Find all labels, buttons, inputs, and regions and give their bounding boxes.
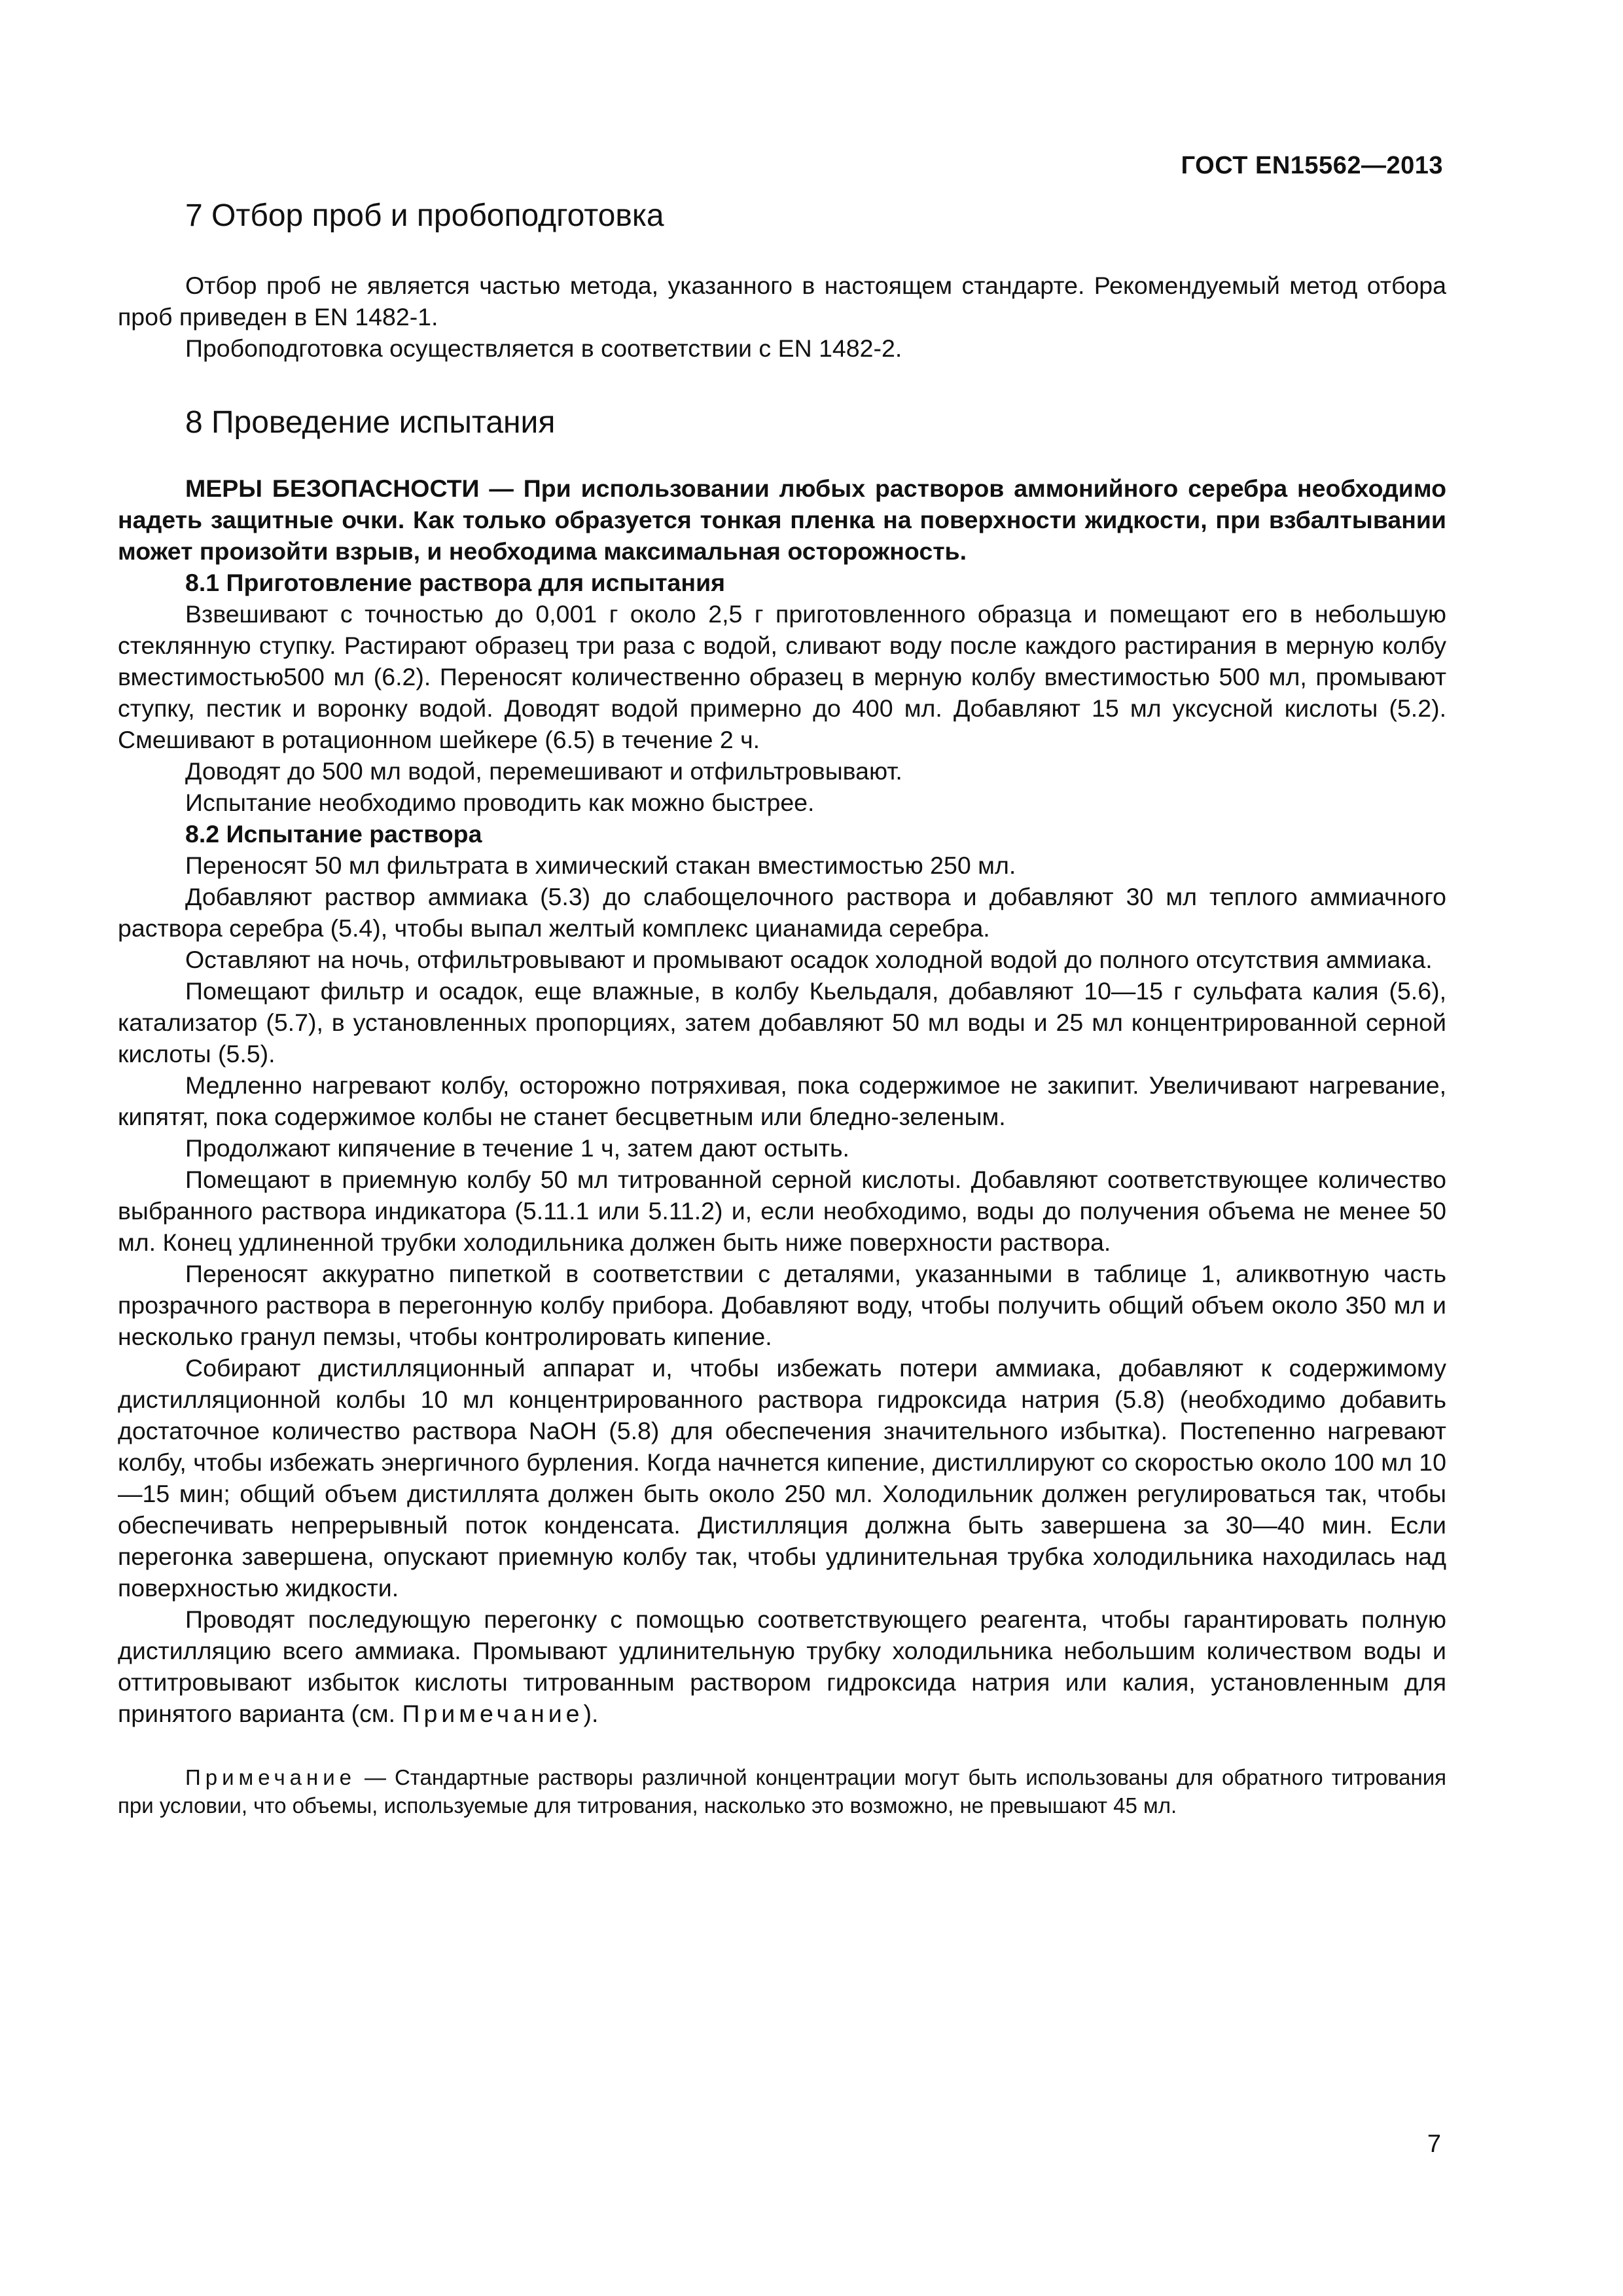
paragraph: Помещают в приемную колбу 50 мл титрованной серной кислоты. Добавляют соответствующее количество выбранного раствора индикатора (5.11.1 или 5.11.2) и, если необходимо, воды до получения объема не менее 50 мл. Конец удлиненной трубки холодильника должен быть ниже поверхности раствора. xyxy=(118,1166,1446,1256)
paragraph-tail: ). xyxy=(583,1700,599,1727)
page-content xyxy=(118,196,1446,1820)
paragraph-text: Проводят последующую перегонку с помощью соответствующего реагента, чтобы гарантировать полную дистилляцию всего аммиака. Промывают удлинительную трубку холодильника небольшим количеством воды и оттитровывают избыток кислоты титрованным раствором гидроксида натрия или калия, установленным для принятого варианта (см. xyxy=(118,1605,1446,1727)
standard-code: ГОСТ EN15562—2013 xyxy=(1181,152,1443,179)
note-text: — Стандартные растворы различной концентрации могут быть использованы для обратного титрования при условии, что объемы, используемые для титрования, насколько это возможно, не превышают 45 мл. xyxy=(118,1765,1446,1818)
note xyxy=(118,1763,1446,1820)
paragraph: Переносят 50 мл фильтрата в химический стакан вместимостью 250 мл. xyxy=(185,852,1016,879)
paragraph: Медленно нагревают колбу, осторожно потряхивая, пока содержимое не закипит. Увеличивают нагревание, кипятят, пока содержимое колбы не станет бесцветным или бледно-зеленым. xyxy=(118,1071,1446,1130)
paragraph: Оставляют на ночь, отфильтровывают и промывают осадок холодной водой до полного отсутствия аммиака. xyxy=(185,946,1433,973)
section-7-heading: 7 Отбор проб и пробоподготовка xyxy=(185,198,664,233)
paragraph-with-note-ref xyxy=(118,1604,1446,1729)
paragraph: Переносят аккуратно пипеткой в соответствии с деталями, указанными в таблице 1, аликвотную часть прозрачного раствора в перегонную колбу прибора. Добавляют воду, чтобы получить общий объем около 350 мл и несколько гранул пемзы, чтобы контролировать кипение. xyxy=(118,1260,1446,1350)
paragraph: Продолжают кипячение в течение 1 ч, затем дают остыть. xyxy=(185,1134,849,1162)
page-number: 7 xyxy=(1427,2130,1441,2158)
paragraph: Взвешивают с точностью до 0,001 г около 2,5 г приготовленного образца и помещают его в небольшую стеклянную ступку. Растирают образец три раза с водой, сливают воду после каждого растирания в мерную колбу вместимостью500 мл (6.2). Переносят количественно образец в мерную колбу вместимостью 500 мл, промывают ступку, пестик и воронку водой. Доводят водой примерно до 400 мл. Добавляют 15 мл уксусной кислоты (5.2). Смешивают в ротационном шейкере (6.5) в течение 2 ч. xyxy=(118,600,1446,753)
paragraph: Помещают фильтр и осадок, еще влажные, в колбу Кьельдаля, добавляют 10—15 г сульфата калия (5.6), катализатор (5.7), в установленных пропорциях, затем добавляют 50 мл воды и 25 мл концентрированной серной кислоты (5.5). xyxy=(118,977,1446,1067)
paragraph: Пробоподготовка осуществляется в соответствии с EN 1482-2. xyxy=(185,334,902,362)
note-reference: Примечание xyxy=(402,1700,584,1727)
note-label: Примечание xyxy=(185,1765,357,1789)
paragraph: Добавляют раствор аммиака (5.3) до слабощелочного раствора и добавляют 30 мл теплого аммиачного раствора серебра (5.4), чтобы выпал желтый комплекс цианамида серебра. xyxy=(118,883,1446,942)
paragraph: Испытание необходимо проводить как можно быстрее. xyxy=(185,789,815,816)
subsection-8-1-heading: 8.1 Приготовление раствора для испытания xyxy=(185,569,725,596)
paragraph: Отбор проб не является частью метода, указанного в настоящем стандарте. Рекомендуемый метод отбора проб приведен в EN 1482-1. xyxy=(118,272,1446,331)
paragraph: Собирают дистилляционный аппарат и, чтобы избежать потери аммиака, добавляют к содержимому дистилляционной колбы 10 мл концентрированного раствора гидроксида натрия (5.8) (необходимо добавить достаточное количество раствора NaOH (5.8) для обеспечения значительного избытка). Постепенно нагревают колбу, чтобы избежать энергичного бурления. Когда начнется кипение, дистиллируют со скоростью около 100 мл 10—15 мин; общий объем дистиллята должен быть около 250 мл. Холодильник должен регулироваться так, чтобы обеспечивать непрерывный поток конденсата. Дистилляция должна быть завершена за 30—40 мин. Если перегонка завершена, опускают приемную колбу так, чтобы удлинительная трубка холодильника находилась над поверхностью жидкости. xyxy=(118,1354,1446,1602)
safety-warning: МЕРЫ БЕЗОПАСНОСТИ — При использовании любых растворов аммонийного серебра необходимо надеть защитные очки. Как только образуется тонкая пленка на поверхности жидкости, при взбалтывании может произойти взрыв, и необходима максимальная осторожность. xyxy=(118,475,1446,565)
subsection-8-2-heading: 8.2 Испытание раствора xyxy=(185,820,482,848)
paragraph: Доводят до 500 мл водой, перемешивают и отфильтровывают. xyxy=(185,757,902,785)
section-8-heading: 8 Проведение испытания xyxy=(185,405,556,440)
